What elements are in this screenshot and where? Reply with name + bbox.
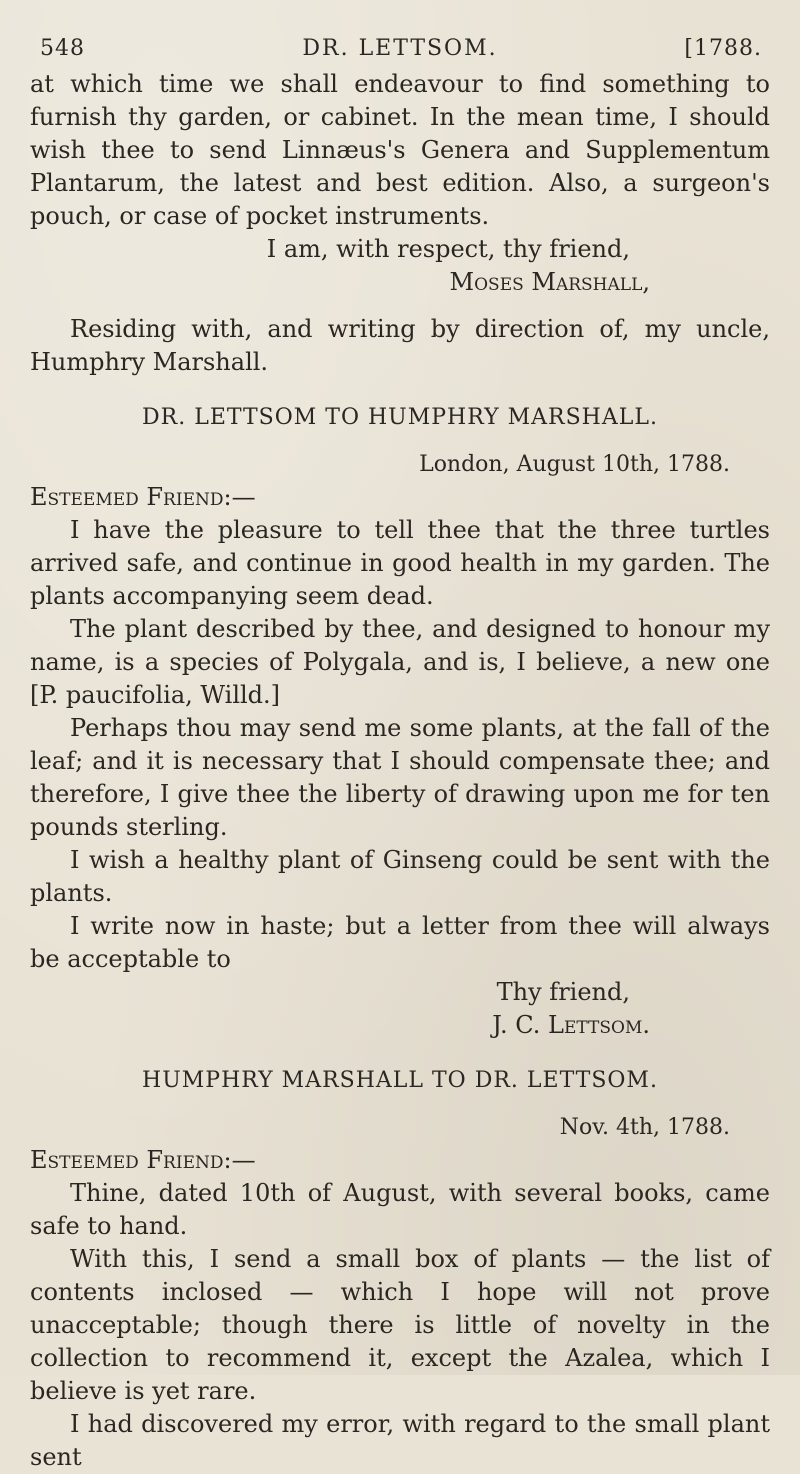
- letter2-paragraph-2: The plant described by thee, and designed to honour my name, is a species of Polygala, and is, I believe, a new one [P. paucifolia, Willd.]: [30, 615, 770, 709]
- letter2-paragraph-4: I wish a healthy plant of Ginseng could be sent with the plants.: [30, 846, 770, 907]
- letter2-paragraph-1: I have the pleasure to tell thee that the three turtles arrived safe, and continue in good health in my garden. The plants accompanying seem dead.: [30, 516, 770, 610]
- letter1-signature: Moses Marshall,: [449, 268, 650, 296]
- letter3-dateline: Nov. 4th, 1788.: [559, 1115, 730, 1140]
- letter2-salutation: Esteemed Friend:—: [30, 483, 256, 511]
- letter3-paragraph-2: With this, I send a small box of plants — the list of contents inclosed — which I hope will not prove unacceptable; though there is little of novelty in the collection to recommend it, except the Azalea, which I believe is yet rare.: [30, 1245, 770, 1405]
- running-year: [1788.: [684, 36, 762, 61]
- running-title: DR. LETTSOM.: [302, 36, 498, 61]
- letter2-closing: Thy friend,: [496, 978, 630, 1006]
- page-body: [30, 68, 770, 1474]
- letter2-paragraph-3: Perhaps thou may send me some plants, at the fall of the leaf; and it is necessary that I should compensate thee; and therefore, I give thee the liberty of drawing upon me for ten pounds sterling.: [30, 714, 770, 841]
- letter3-paragraph-1: Thine, dated 10th of August, with several books, came safe to hand.: [30, 1179, 770, 1240]
- letter2-heading: DR. LETTSOM TO HUMPHRY MARSHALL.: [142, 405, 658, 430]
- letter3-paragraph-3: I had discovered my error, with regard to the small plant sent: [30, 1410, 770, 1471]
- letter1-postscript: Residing with, and writing by direction of, my uncle, Humphry Marshall.: [30, 315, 770, 376]
- letter2-paragraph-5: I write now in haste; but a letter from thee will always be acceptable to: [30, 912, 770, 973]
- running-head: [30, 28, 770, 68]
- letter3-heading: HUMPHRY MARSHALL TO DR. LETTSOM.: [142, 1068, 658, 1093]
- letter3-salutation: Esteemed Friend:—: [30, 1146, 256, 1174]
- letter2-dateline: London, August 10th, 1788.: [419, 452, 730, 477]
- page-number: 548: [40, 36, 85, 61]
- letter2-signature: J. C. Lettsom.: [492, 1011, 650, 1039]
- letter1-paragraph: at which time we shall endeavour to find something to furnish thy garden, or cabinet. In the mean time, I should wish thee to send Linnæus's Genera and Supplementum Plantarum, the latest and best edition. Also, a surgeon's pouch, or case of pocket instruments.: [30, 70, 770, 230]
- letter1-closing: I am, with respect, thy friend,: [266, 235, 630, 263]
